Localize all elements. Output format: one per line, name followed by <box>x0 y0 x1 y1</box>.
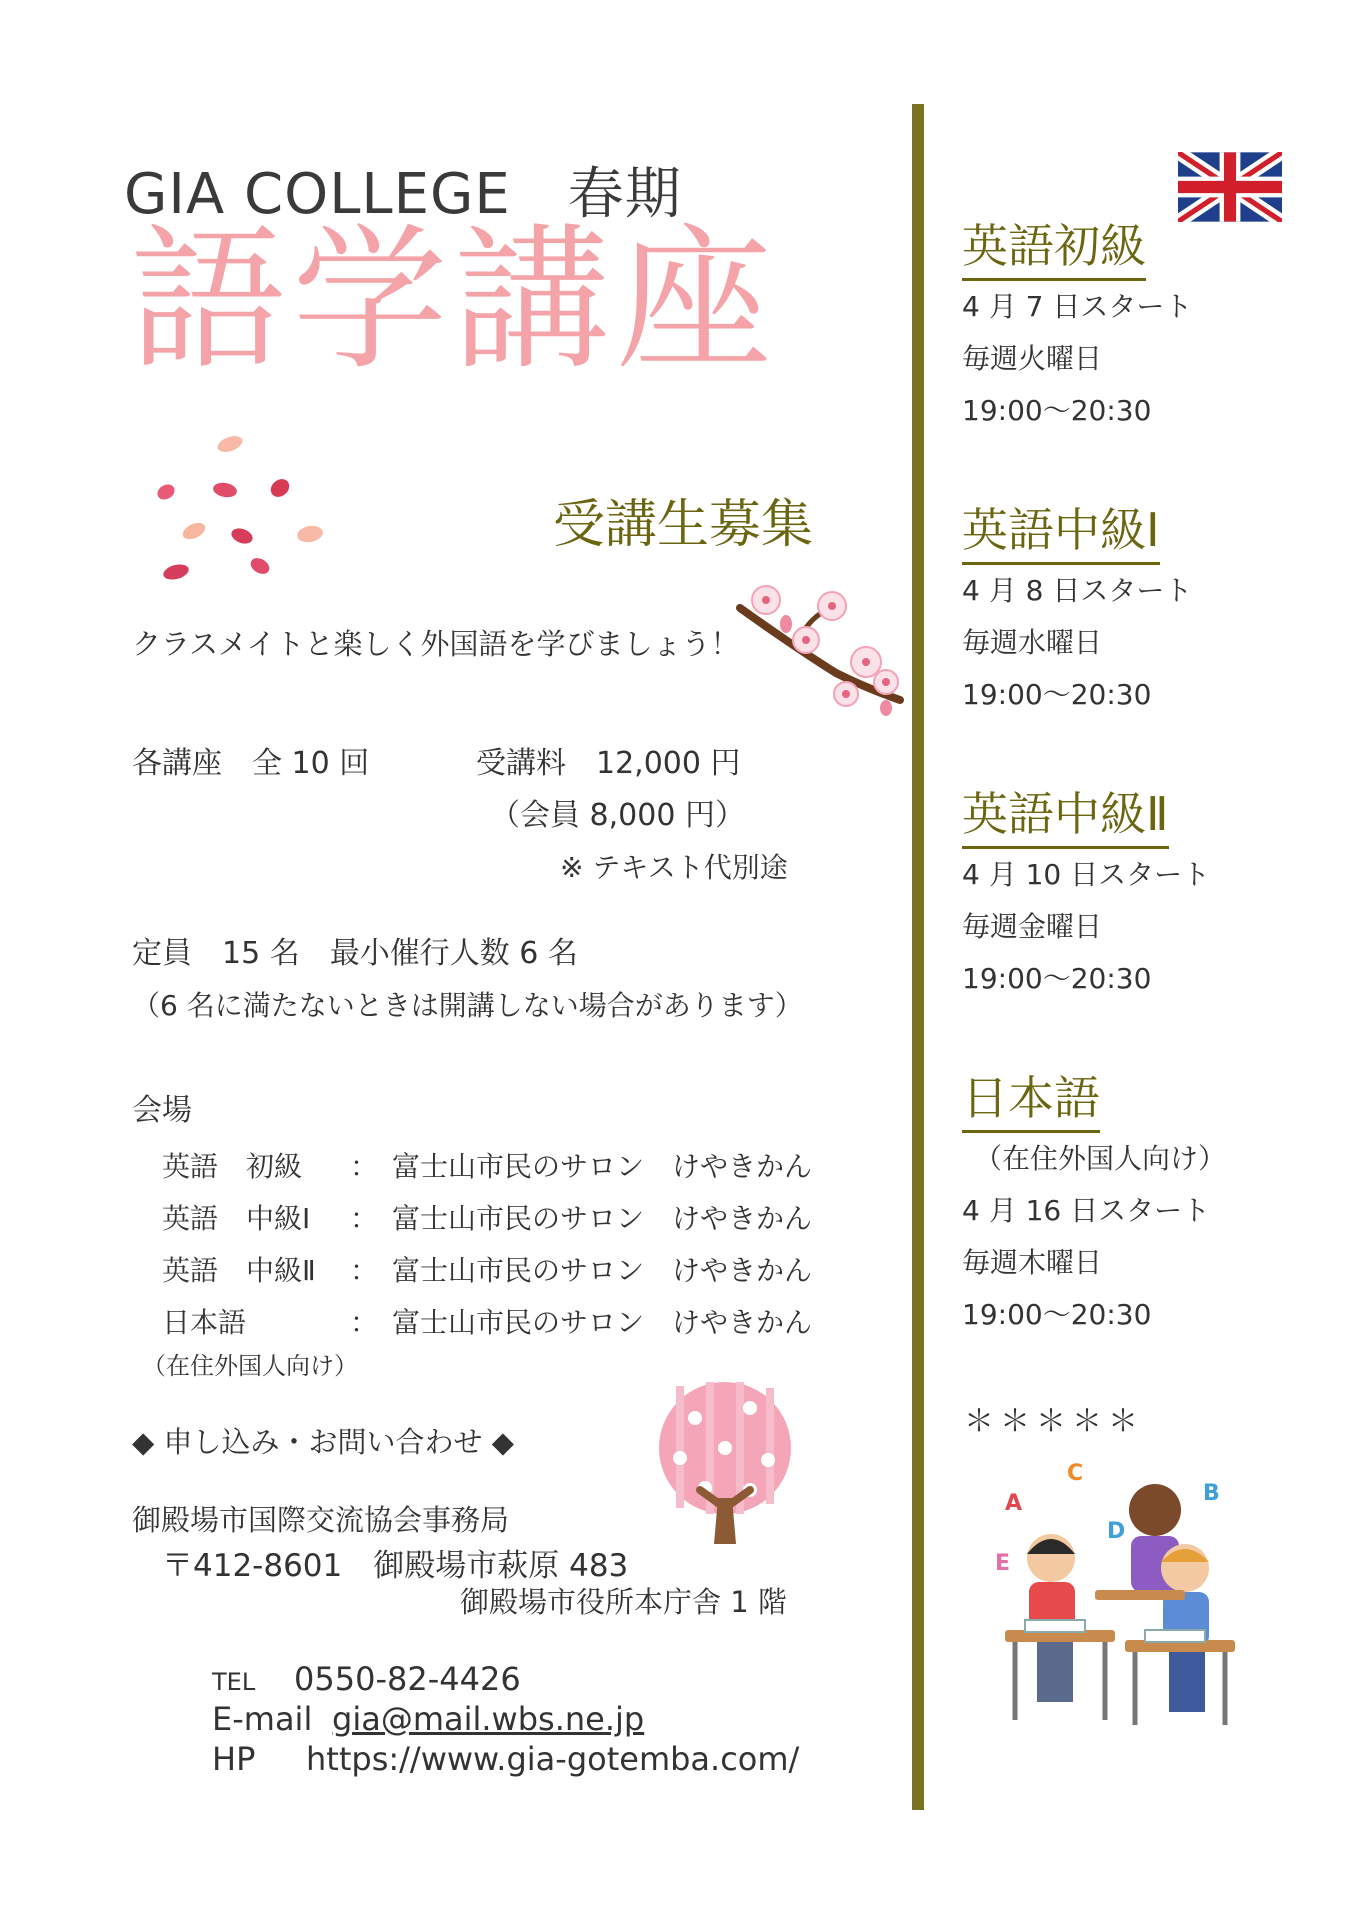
venue-course: 英語 中級Ⅰ <box>162 1202 311 1235</box>
course-time: 19:00～20:30 <box>962 1298 1152 1331</box>
course-english-intermediate-1 <box>962 494 1192 721</box>
sakura-petals-icon <box>150 430 340 585</box>
venue-row <box>162 1249 812 1289</box>
course-time: 19:00～20:30 <box>962 678 1152 711</box>
email-link[interactable]: gia@mail.wbs.ne.jp <box>332 1700 645 1738</box>
course-japanese <box>962 1062 1226 1341</box>
sakura-tree-icon <box>640 1378 810 1548</box>
email-label: E-mail <box>212 1700 313 1738</box>
course-start: 4 月 8 日スタート <box>962 574 1193 607</box>
course-time: 19:00～20:30 <box>962 962 1152 995</box>
fee-text: 受講料 12,000 円 <box>476 746 741 781</box>
member-fee: （会員 8,000 円） <box>490 798 745 833</box>
hp-link[interactable]: https://www.gia-gotemba.com/ <box>306 1740 800 1778</box>
main-title: 語学講座 <box>130 209 778 391</box>
venue-course: 英語 中級Ⅱ <box>162 1254 316 1287</box>
course-day: 毎週木曜日 <box>962 1246 1103 1279</box>
svg-text:A: A <box>1005 1491 1023 1516</box>
course-start: 4 月 16 日スタート <box>962 1194 1211 1227</box>
svg-text:E: E <box>995 1551 1011 1576</box>
venue-course: 日本語 <box>162 1306 247 1339</box>
capacity-line: 定員 15 名 最小催行人数 6 名 <box>132 936 578 971</box>
venue-colon: ： <box>350 1306 379 1339</box>
recruit-heading: 受講生募集 <box>553 495 814 555</box>
fee-row <box>132 738 741 790</box>
hp-label: HP <box>212 1740 256 1778</box>
venue-sub-note: （在住外国人向け） <box>142 1352 358 1380</box>
decorative-stars: ＊＊＊＊＊ <box>964 1404 1144 1439</box>
hp-row <box>212 1740 799 1778</box>
venue-place: 富士山市民のサロン けやきかん <box>392 1150 813 1183</box>
text-cost-note: ※ テキスト代別途 <box>560 851 788 884</box>
venue-colon: ： <box>350 1254 379 1287</box>
venue-title: 会場 <box>132 1093 192 1128</box>
course-title: 英語中級Ⅰ <box>962 494 1160 565</box>
tel-number: 0550-82-4426 <box>294 1660 521 1698</box>
course-start: 4 月 10 日スタート <box>962 858 1211 891</box>
venue-colon: ： <box>350 1202 379 1235</box>
organization-name: 御殿場市国際交流協会事務局 <box>132 1503 510 1537</box>
svg-text:C: C <box>1067 1461 1084 1486</box>
students-illustration-icon <box>975 1440 1245 1730</box>
course-time: 19:00～20:30 <box>962 394 1152 427</box>
course-day: 毎週水曜日 <box>962 626 1103 659</box>
venue-course: 英語 初級 <box>162 1150 303 1183</box>
venue-colon: ： <box>350 1150 379 1183</box>
venue-place: 富士山市民のサロン けやきかん <box>392 1306 813 1339</box>
capacity-block <box>132 928 803 1032</box>
course-day: 毎週火曜日 <box>962 342 1103 375</box>
svg-text:D: D <box>1107 1519 1126 1544</box>
venue-row <box>162 1145 812 1185</box>
svg-text:B: B <box>1203 1481 1220 1506</box>
address: 〒412-8601 御殿場市萩原 483 <box>162 1548 629 1584</box>
contact-heading: ◆ 申し込み・お問い合わせ ◆ <box>132 1425 515 1459</box>
uk-flag-icon <box>1178 152 1282 222</box>
tel-label: TEL <box>212 1668 256 1696</box>
course-target: （在住外国人向け） <box>974 1142 1227 1175</box>
vertical-divider <box>912 104 924 1810</box>
course-title: 日本語 <box>962 1062 1100 1133</box>
address-floor: 御殿場市役所本庁舎 1 階 <box>460 1585 787 1619</box>
email-row <box>212 1700 644 1738</box>
course-english-beginner <box>962 210 1192 437</box>
course-start: 4 月 7 日スタート <box>962 290 1193 323</box>
course-title: 英語中級Ⅱ <box>962 778 1169 849</box>
course-title: 英語初級 <box>962 210 1146 281</box>
course-english-intermediate-2 <box>962 778 1210 1005</box>
cherry-branch-icon <box>736 578 904 716</box>
sessions-text: 各講座 全 10 回 <box>132 746 370 781</box>
venue-place: 富士山市民のサロン けやきかん <box>392 1254 813 1287</box>
course-day: 毎週金曜日 <box>962 910 1103 943</box>
venue-row <box>162 1197 812 1237</box>
header-title: GIA COLLEGE 春期 <box>124 162 682 227</box>
tel-row <box>212 1660 521 1698</box>
venue-row <box>162 1301 812 1341</box>
venue-place: 富士山市民のサロン けやきかん <box>392 1202 813 1235</box>
tagline: クラスメイトと楽しく外国語を学びましょう！ <box>132 627 740 661</box>
capacity-note: （6 名に満たないときは開講しない場合があります） <box>132 989 803 1022</box>
